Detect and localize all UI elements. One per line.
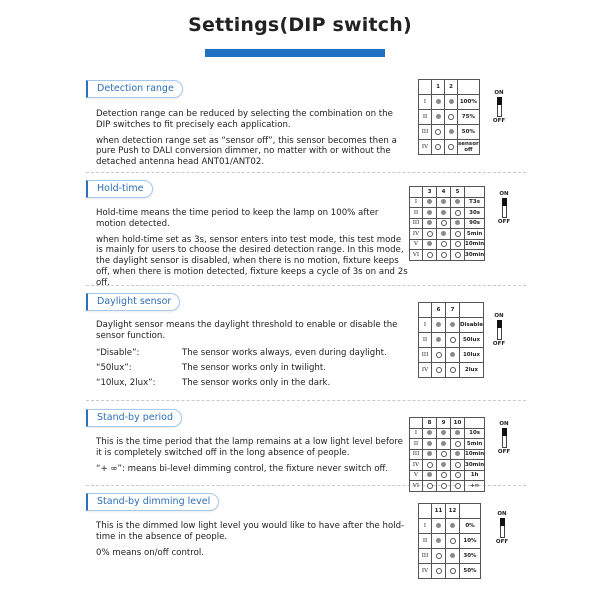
dip-value-cell: 1h bbox=[465, 470, 485, 481]
on-off-switch-icon bbox=[495, 421, 513, 455]
switch-on-dot-icon bbox=[449, 129, 454, 134]
dip-row bbox=[419, 95, 480, 110]
dip-row bbox=[410, 229, 485, 240]
dip-table bbox=[409, 186, 485, 261]
switch-on-dot-icon bbox=[427, 472, 432, 477]
switch-off-dot-icon bbox=[427, 231, 433, 237]
switch-off-dot-icon bbox=[455, 472, 461, 478]
switch-off-dot-icon bbox=[455, 441, 461, 447]
dip-row bbox=[419, 125, 480, 140]
switch-on-dot-icon bbox=[449, 99, 454, 104]
switch-on-dot-icon bbox=[427, 220, 432, 225]
dip-row bbox=[419, 348, 484, 363]
dip-switch-number: 6 bbox=[432, 303, 446, 318]
dip-value-cell: 30min bbox=[465, 250, 485, 261]
switch-off-dot-icon bbox=[427, 252, 433, 258]
dip-switch-number: 1 bbox=[432, 80, 445, 95]
dip-value-cell: 10% bbox=[460, 534, 481, 549]
definition-list bbox=[96, 347, 387, 392]
switch-on-dot-icon bbox=[455, 451, 460, 456]
switch-on-dot-icon bbox=[427, 441, 432, 446]
dip-header-row bbox=[419, 80, 480, 95]
dip-value-cell: 10lux bbox=[460, 348, 484, 363]
switch-on-dot-icon bbox=[441, 199, 446, 204]
dip-value-cell: +∞ bbox=[465, 481, 485, 492]
dip-row-number: IV bbox=[410, 229, 423, 240]
page-title: Settings(DIP switch) bbox=[188, 14, 412, 36]
paragraph: Daylight sensor means the daylight threshold to enable or disable the sensor function. bbox=[96, 320, 398, 341]
dip-row bbox=[419, 363, 484, 378]
dip-row bbox=[419, 140, 480, 155]
dip-state-cell bbox=[446, 534, 460, 549]
dip-switch-number: 7 bbox=[446, 303, 460, 318]
dip-row bbox=[410, 470, 485, 481]
switch-off-dot-icon bbox=[455, 462, 461, 468]
dip-value-header bbox=[465, 418, 485, 429]
section-divider bbox=[86, 400, 526, 401]
section-divider bbox=[86, 285, 526, 286]
dip-value-cell: 10min bbox=[465, 239, 485, 250]
switch-on-dot-icon bbox=[436, 99, 441, 104]
paragraph: when hold-time set as 3s, sensor enters into test mode, this test mode is mainly for users to choose the desired detection range. In this mode, the daylight sensor is disabled, when there is no motion, fixture keeps off, when there is motion detected, fixture keeps a cycle of 3s on and 2s off. bbox=[96, 234, 408, 288]
switch-off-label: OFF bbox=[492, 118, 506, 124]
switch-off-dot-icon bbox=[441, 220, 447, 226]
dip-state-cell bbox=[437, 239, 451, 250]
dip-value-cell: sensor off bbox=[458, 141, 479, 153]
switch-on-label: ON bbox=[499, 421, 509, 427]
dip-switch-number: 11 bbox=[432, 504, 446, 519]
switch-off-dot-icon bbox=[455, 210, 461, 216]
dip-row-number: III bbox=[410, 218, 423, 229]
section-standby-dimming-level bbox=[86, 489, 408, 563]
dip-value-cell: 2lux bbox=[460, 363, 484, 378]
dip-value-header bbox=[460, 504, 481, 519]
dip-state-cell bbox=[423, 439, 437, 450]
switch-off-dot-icon bbox=[448, 144, 454, 150]
paragraph: Detection range can be reduced by selecting the combination on the DIP switches to fit precisely each application. bbox=[96, 109, 393, 130]
dip-row bbox=[410, 449, 485, 460]
dip-state-cell bbox=[451, 239, 465, 250]
switch-off-dot-icon bbox=[455, 483, 461, 489]
dip-row bbox=[410, 239, 485, 250]
dip-row-number: II bbox=[419, 333, 432, 348]
dip-switch-number: 3 bbox=[423, 187, 437, 198]
section-standby-period bbox=[86, 405, 408, 479]
definition-desc: The sensor works only in the dark. bbox=[182, 377, 331, 388]
switch-off-dot-icon bbox=[427, 462, 433, 468]
dip-state-cell bbox=[446, 564, 460, 579]
dip-value-cell: 0% bbox=[460, 519, 481, 534]
dip-state-cell bbox=[423, 229, 437, 240]
switch-off-dot-icon bbox=[427, 483, 433, 489]
dip-row-number: III bbox=[419, 348, 432, 363]
switch-on-dot-icon bbox=[450, 523, 455, 528]
switch-off-dot-icon bbox=[435, 129, 441, 135]
dip-state-cell bbox=[437, 250, 451, 261]
dip-corner-cell bbox=[419, 303, 432, 318]
dip-row-number: II bbox=[410, 439, 423, 450]
dip-state-cell bbox=[423, 428, 437, 439]
dip-value-cell: 100% bbox=[458, 95, 480, 110]
title-underline-bar bbox=[205, 49, 385, 57]
switch-on-dot-icon bbox=[427, 241, 432, 246]
dip-row bbox=[419, 534, 481, 549]
dip-row-number: I bbox=[419, 95, 432, 110]
dip-row-number: IV bbox=[419, 363, 432, 378]
section-tag: Detection range bbox=[86, 80, 183, 98]
paragraph: Hold-time means the time period to keep the lamp on 100% after motion detected. bbox=[96, 208, 379, 229]
definition-row bbox=[96, 377, 387, 392]
dip-row bbox=[410, 250, 485, 261]
paragraph: This is the time period that the lamp remains at a low light level before it is completely switched off in the long absence of people. bbox=[96, 437, 403, 458]
dip-row-number: V bbox=[410, 239, 423, 250]
dip-row bbox=[419, 110, 480, 125]
dip-corner-cell bbox=[419, 504, 432, 519]
dip-value-cell: 90s bbox=[465, 218, 485, 229]
dip-state-cell bbox=[446, 363, 460, 378]
dip-value-cell: 50lux bbox=[460, 333, 484, 348]
switch-on-dot-icon bbox=[455, 220, 460, 225]
dip-state-cell bbox=[451, 460, 465, 471]
dip-state-cell bbox=[446, 348, 460, 363]
dip-value-header bbox=[458, 80, 480, 95]
dip-header-row bbox=[419, 504, 481, 519]
dip-state-cell bbox=[437, 208, 451, 219]
dip-row bbox=[410, 218, 485, 229]
dip-table bbox=[418, 79, 480, 155]
dip-state-cell bbox=[423, 197, 437, 208]
dip-corner-cell bbox=[410, 418, 423, 429]
switch-on-dot-icon bbox=[441, 210, 446, 215]
dip-row bbox=[410, 197, 485, 208]
switch-on-dot-icon bbox=[450, 352, 455, 357]
switch-off-dot-icon bbox=[450, 538, 456, 544]
dip-state-cell bbox=[432, 110, 445, 125]
dip-state-cell bbox=[432, 549, 446, 564]
dip-state-cell bbox=[432, 125, 445, 140]
switch-off-dot-icon bbox=[455, 241, 461, 247]
dip-table bbox=[418, 503, 481, 579]
switch-off-dot-icon bbox=[441, 451, 447, 457]
dip-state-cell bbox=[437, 460, 451, 471]
paragraph: “+ ∞”: means bi-level dimming control, the fixture never switch off. bbox=[96, 463, 389, 474]
dip-state-cell bbox=[446, 318, 460, 333]
dip-value-cell: 5min bbox=[465, 439, 485, 450]
switch-on-dot-icon bbox=[441, 462, 446, 467]
dip-state-cell bbox=[423, 460, 437, 471]
dip-row-number: III bbox=[419, 549, 432, 564]
dip-row bbox=[410, 460, 485, 471]
dip-row-number: II bbox=[419, 534, 432, 549]
dip-switch-number: 12 bbox=[446, 504, 460, 519]
dip-row-number: III bbox=[419, 125, 432, 140]
dip-row-number: V bbox=[410, 470, 423, 481]
dip-row-number: IV bbox=[419, 564, 432, 579]
dip-row bbox=[410, 481, 485, 492]
switch-on-dot-icon bbox=[436, 538, 441, 543]
switch-on-dot-icon bbox=[436, 337, 441, 342]
dip-state-cell bbox=[437, 449, 451, 460]
on-off-switch-icon bbox=[495, 191, 513, 225]
section-divider bbox=[86, 172, 526, 173]
switch-off-label: OFF bbox=[497, 219, 511, 225]
dip-switch-number: 2 bbox=[445, 80, 458, 95]
dip-value-cell: Disable bbox=[460, 318, 484, 333]
dip-row-number: I bbox=[419, 519, 432, 534]
switch-on-dot-icon bbox=[441, 441, 446, 446]
dip-row bbox=[410, 428, 485, 439]
dip-state-cell bbox=[437, 481, 451, 492]
dip-state-cell bbox=[451, 449, 465, 460]
dip-value-cell: 50% bbox=[460, 564, 481, 579]
dip-table-standby-dimming bbox=[418, 503, 481, 579]
section-detection-range bbox=[86, 76, 408, 173]
dip-state-cell bbox=[451, 250, 465, 261]
dip-row-number: I bbox=[419, 318, 432, 333]
dip-row bbox=[419, 549, 481, 564]
switch-off-dot-icon bbox=[436, 367, 442, 373]
definition-row bbox=[96, 347, 387, 362]
dip-state-cell bbox=[432, 564, 446, 579]
dip-corner-cell bbox=[419, 80, 432, 95]
switch-off-dot-icon bbox=[448, 114, 454, 120]
dip-state-cell bbox=[445, 95, 458, 110]
section-tag: Stand-by dimming level bbox=[86, 493, 219, 511]
dip-value-cell: T3s bbox=[465, 197, 485, 208]
switch-on-label: ON bbox=[497, 511, 507, 517]
on-off-switch-icon bbox=[493, 511, 511, 545]
switch-on-dot-icon bbox=[455, 430, 460, 435]
dip-state-cell bbox=[445, 110, 458, 125]
dip-value-cell: 75% bbox=[458, 110, 480, 125]
dip-state-cell bbox=[451, 439, 465, 450]
paragraph: 0% means on/off control. bbox=[96, 547, 204, 558]
dip-row-number: IV bbox=[419, 140, 432, 155]
switch-off-label: OFF bbox=[495, 539, 509, 545]
dip-table bbox=[409, 417, 485, 492]
dip-row bbox=[410, 439, 485, 450]
switch-off-dot-icon bbox=[450, 367, 456, 373]
switch-on-dot-icon bbox=[436, 114, 441, 119]
switch-on-label: ON bbox=[494, 313, 504, 319]
switch-on-label: ON bbox=[499, 191, 509, 197]
dip-header-row bbox=[419, 303, 484, 318]
definition-desc: The sensor works only in twilight. bbox=[182, 362, 326, 373]
switch-on-dot-icon bbox=[427, 199, 432, 204]
dip-state-cell bbox=[423, 208, 437, 219]
dip-corner-cell bbox=[410, 187, 423, 198]
dip-state-cell bbox=[423, 470, 437, 481]
switch-off-dot-icon bbox=[441, 483, 447, 489]
switch-on-dot-icon bbox=[436, 523, 441, 528]
dip-row bbox=[410, 208, 485, 219]
dip-switch-number: 10 bbox=[451, 418, 465, 429]
section-tag: Hold-time bbox=[86, 180, 153, 198]
dip-row-number: VI bbox=[410, 481, 423, 492]
dip-state-cell bbox=[432, 363, 446, 378]
dip-value-cell: 10s bbox=[465, 428, 485, 439]
switch-on-dot-icon bbox=[427, 210, 432, 215]
dip-state-cell bbox=[423, 239, 437, 250]
switch-off-dot-icon bbox=[455, 252, 461, 258]
dip-header-row bbox=[410, 187, 485, 198]
switch-on-dot-icon bbox=[441, 231, 446, 236]
definition-term: “50lux”: bbox=[96, 362, 132, 373]
dip-state-cell bbox=[451, 218, 465, 229]
dip-row bbox=[419, 318, 484, 333]
dip-value-header bbox=[465, 187, 485, 198]
dip-state-cell bbox=[432, 348, 446, 363]
dip-row-number: III bbox=[410, 449, 423, 460]
dip-state-cell bbox=[445, 140, 458, 155]
dip-value-cell: 5min bbox=[465, 229, 485, 240]
dip-state-cell bbox=[432, 333, 446, 348]
dip-header-row bbox=[410, 418, 485, 429]
definition-row bbox=[96, 362, 387, 377]
definition-term: “Disable”: bbox=[96, 347, 140, 358]
dip-value-header bbox=[460, 303, 484, 318]
dip-row-number: I bbox=[410, 197, 423, 208]
dip-state-cell bbox=[451, 470, 465, 481]
dip-switch-number: 5 bbox=[451, 187, 465, 198]
dip-row bbox=[419, 519, 481, 534]
dip-switch-number: 9 bbox=[437, 418, 451, 429]
dip-state-cell bbox=[437, 229, 451, 240]
on-off-switch-icon bbox=[490, 313, 508, 347]
switch-off-dot-icon bbox=[450, 337, 456, 343]
section-daylight-sensor bbox=[86, 289, 408, 392]
dip-switch-number: 4 bbox=[437, 187, 451, 198]
dip-state-cell bbox=[451, 428, 465, 439]
dip-state-cell bbox=[451, 208, 465, 219]
switch-off-dot-icon bbox=[435, 144, 441, 150]
dip-row-number: II bbox=[419, 110, 432, 125]
dip-state-cell bbox=[423, 449, 437, 460]
dip-state-cell bbox=[437, 218, 451, 229]
switch-off-dot-icon bbox=[455, 231, 461, 237]
switch-on-dot-icon bbox=[436, 322, 441, 327]
dip-value-cell: 30% bbox=[460, 549, 481, 564]
switch-on-dot-icon bbox=[450, 553, 455, 558]
dip-state-cell bbox=[437, 470, 451, 481]
switch-off-dot-icon bbox=[441, 252, 447, 258]
dip-state-cell bbox=[445, 125, 458, 140]
switch-on-dot-icon bbox=[441, 430, 446, 435]
switch-on-dot-icon bbox=[427, 430, 432, 435]
dip-state-cell bbox=[451, 229, 465, 240]
dip-state-cell bbox=[437, 197, 451, 208]
dip-value-cell: 50% bbox=[458, 125, 480, 140]
dip-table-detection-range bbox=[418, 79, 480, 155]
paragraph: when detection range set as “sensor off”, this sensor becomes then a pure Push to DALI conversion dimmer, no matter with or without the detached antenna head ANT01/ANT02. bbox=[96, 135, 397, 168]
dip-row-number: IV bbox=[410, 460, 423, 471]
dip-state-cell bbox=[423, 218, 437, 229]
dip-table-hold-time bbox=[409, 186, 485, 261]
dip-row-number: I bbox=[410, 428, 423, 439]
section-tag: Stand-by period bbox=[86, 409, 182, 427]
dip-state-cell bbox=[432, 95, 445, 110]
switch-off-label: OFF bbox=[497, 449, 511, 455]
section-tag: Daylight sensor bbox=[86, 293, 180, 311]
dip-state-cell bbox=[432, 534, 446, 549]
dip-switch-number: 8 bbox=[423, 418, 437, 429]
dip-state-cell bbox=[432, 140, 445, 155]
dip-state-cell bbox=[432, 519, 446, 534]
switch-on-dot-icon bbox=[450, 322, 455, 327]
dip-row bbox=[419, 333, 484, 348]
dip-state-cell bbox=[451, 481, 465, 492]
switch-off-dot-icon bbox=[436, 553, 442, 559]
switch-off-dot-icon bbox=[436, 352, 442, 358]
switch-off-dot-icon bbox=[441, 241, 447, 247]
dip-row-number: II bbox=[410, 208, 423, 219]
dip-state-cell bbox=[446, 333, 460, 348]
section-hold-time bbox=[86, 176, 408, 294]
switch-off-label: OFF bbox=[492, 341, 506, 347]
dip-value-cell: 30min bbox=[465, 460, 485, 471]
dip-table-standby-period bbox=[409, 417, 485, 492]
dip-state-cell bbox=[423, 250, 437, 261]
dip-row-number: VI bbox=[410, 250, 423, 261]
switch-off-dot-icon bbox=[436, 568, 442, 574]
switch-on-dot-icon bbox=[455, 199, 460, 204]
dip-value-cell: 10min bbox=[465, 449, 485, 460]
dip-state-cell bbox=[423, 481, 437, 492]
switch-on-dot-icon bbox=[427, 451, 432, 456]
on-off-switch-icon bbox=[490, 90, 508, 124]
switch-on-label: ON bbox=[494, 90, 504, 96]
dip-state-cell bbox=[432, 318, 446, 333]
definition-desc: The sensor works always, even during daylight. bbox=[182, 347, 387, 358]
dip-state-cell bbox=[437, 439, 451, 450]
paragraph: This is the dimmed low light level you would like to have after the hold-time in the absence of people. bbox=[96, 521, 405, 542]
dip-table bbox=[418, 302, 484, 378]
dip-table-daylight-sensor bbox=[418, 302, 484, 378]
switch-off-dot-icon bbox=[441, 472, 447, 478]
switch-off-dot-icon bbox=[450, 568, 456, 574]
dip-value-cell: 30s bbox=[465, 208, 485, 219]
dip-state-cell bbox=[446, 519, 460, 534]
dip-state-cell bbox=[451, 197, 465, 208]
dip-state-cell bbox=[437, 428, 451, 439]
dip-state-cell bbox=[446, 549, 460, 564]
dip-row bbox=[419, 564, 481, 579]
definition-term: “10lux, 2lux”: bbox=[96, 377, 156, 388]
